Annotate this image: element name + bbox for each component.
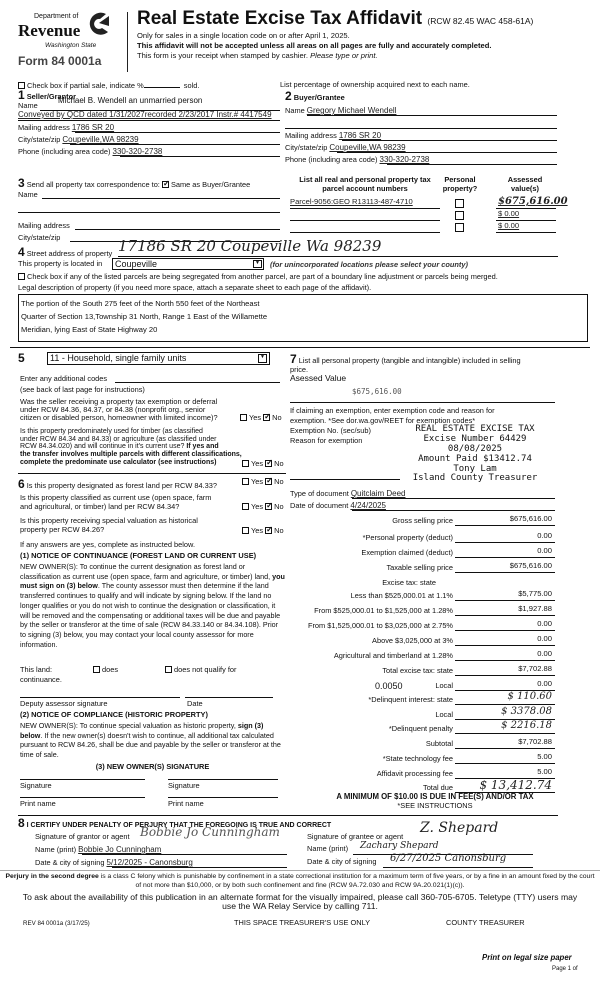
assessed-value-field[interactable]: $675,616.00 <box>498 196 568 207</box>
header-line-3: This form is your receipt when stamped by cashier. Please type or print. <box>137 51 378 60</box>
grantor-date-field[interactable]: 5/12/2025 - Canonsburg <box>106 858 193 867</box>
tax-row-value[interactable]: $ 110.60 <box>507 691 552 702</box>
owner-signature-1[interactable] <box>20 779 145 780</box>
exemption-note-1: If claiming an exemption, enter exemption code and reason for <box>290 406 495 415</box>
personal-property-checkbox[interactable] <box>455 211 464 220</box>
street-label: 4 Street address of property <box>18 245 113 259</box>
tax-row-label: From $525,000.01 to $1,525,000 at 1.28% <box>314 606 453 615</box>
add-codes-label: Enter any additional codes <box>20 374 108 383</box>
yes-checkbox[interactable] <box>242 460 249 467</box>
no-checkbox[interactable] <box>265 478 272 485</box>
grantee-name-field[interactable]: Zachary Shepard <box>360 841 439 851</box>
tax-row-line <box>455 557 555 558</box>
new-owner-signature-title: (3) NEW OWNER(S) SIGNATURE <box>95 762 210 771</box>
doc-type-field[interactable]: Quitclaim Deed <box>350 489 406 498</box>
notice-compliance-text: NEW OWNER(S): To continue special valuation as historic property, sign (3) below. If the new owner(s) doesn't wish to continue, all additional tax calculated pursuant to RCW 84.26, shall be due and payable by the seller or transferor at the time of sale. <box>20 721 281 760</box>
tax-row-value[interactable]: $5,775.00 <box>518 589 552 598</box>
exemption-no-label: Exemption No. (sec/sub) <box>290 426 371 435</box>
seller-phone: Phone (including area code) 330-320-2738 <box>18 147 163 156</box>
land-use-select[interactable]: 11 - Household, single family units ▼ <box>47 352 270 365</box>
header-line-2: This affidavit will not be accepted unless all areas on all pages are fully and accurately completed. <box>137 41 492 50</box>
tax-row-line <box>455 748 555 749</box>
parcel-line <box>290 232 440 233</box>
parcel-header: List all real and personal property tax parcel account numbers <box>299 175 431 193</box>
segregated: Check box if any of the listed parcels are being segregated from another parcel, are part of a boundary line adjustment or parcels being merged. <box>18 273 498 282</box>
tax-row-label: Total excise tax: state <box>382 666 453 675</box>
street-field[interactable]: 17186 SR 20 Coupeville Wa 98239 <box>118 237 382 255</box>
parcel-line <box>290 220 440 221</box>
buyer-name-field[interactable]: Gregory Michael Wendell <box>306 106 397 115</box>
corr-heading: 3 Send all property tax correspondence to: ✓ Same as Buyer/Grantee <box>18 177 250 191</box>
located-label: This property is located in <box>18 259 103 268</box>
state-label: Washington State <box>45 42 97 49</box>
s7-label-2: price. <box>290 365 309 374</box>
location-note: (for unincorporated locations please select your county) <box>270 260 468 269</box>
doc-date-field[interactable]: 4/24/2025 <box>350 501 386 510</box>
value-line <box>496 232 556 233</box>
tax-row-label: Taxable selling price <box>386 563 453 572</box>
revenue-logo-text: Revenue <box>18 21 81 40</box>
tax-row-value[interactable]: 0.00 <box>537 679 552 688</box>
chevron-down-icon[interactable]: ▼ <box>258 354 267 363</box>
print-name-label: Print name <box>20 799 56 808</box>
tax-row-line <box>455 572 555 573</box>
partial-sale: Check box if partial sale, indicate % sold. <box>18 82 199 91</box>
signature-label: Signature <box>20 781 52 790</box>
deputy-date-field[interactable] <box>185 697 273 698</box>
corr-mail-label: Mailing address <box>18 221 70 230</box>
notice-continuance-text: NEW OWNER(S): To continue the current designation as forest land or classification as current use (open space, farm and agriculture, or timber) land, you must sign on (3) below. The county assessor must then determine if the land transferred continues to qualify and will indicate by signing below. If the land no longer qualifies or you do not wish to continue the designation or classification, it will be removed and the compensating or additional taxes will be due and payable by the seller or transferor at the time of sale (RCW 84.33.140 or 84.34.108). Prior to signing (3) below, you may contact your local county assessor for more information. <box>20 562 285 649</box>
tax-row-label: From $1,525,000.01 to $3,025,000 at 2.75% <box>307 621 453 630</box>
treasurer-use-label: THIS SPACE TREASURER'S USE ONLY <box>234 918 371 927</box>
grantor-name-field[interactable]: Bobbie Jo Cunningham <box>78 845 162 854</box>
same-as-buyer-checkbox[interactable] <box>162 181 169 188</box>
see-back-note: (see back of last page for instructions) <box>20 385 145 394</box>
tax-row-label: Total due <box>423 783 453 792</box>
yes-checkbox[interactable] <box>242 527 249 534</box>
tax-row-line <box>455 645 555 646</box>
accessibility-note: To ask about the availability of this publication in an alternate format for the visually impaired, please call 360-705-6705. Teletype (TTY) users may use the WA Relay Service by calling 711. <box>22 892 578 911</box>
tax-row-label: Exemption claimed (deduct) <box>361 548 453 557</box>
tax-row-line <box>455 704 555 705</box>
grantee-signature-field[interactable]: Z. Shepard <box>420 820 499 836</box>
no-checkbox[interactable] <box>263 414 270 421</box>
tax-row-label: Local <box>435 681 453 690</box>
tax-row-value[interactable]: $1,927.88 <box>518 604 552 613</box>
tax-row-value[interactable]: 5.00 <box>537 767 552 776</box>
q-timber: Is this property predominately used for timber (as classified under RCW 84.34 and 84.33) or agriculture (as classified under RCW 84.34.020) and will continue in it's current use? If yes and the transfer involves multiple parcels with different classifications, complete the predominate use calculator (see instructions) <box>20 428 242 466</box>
tax-row-label: Gross selling price <box>392 516 453 525</box>
no-checkbox[interactable] <box>265 460 272 467</box>
personal-property-field[interactable]: $675,616.00 <box>352 387 402 396</box>
no-checkbox[interactable] <box>265 527 272 534</box>
corr-name-label: Name <box>18 190 38 199</box>
tax-row-value[interactable]: 0.00 <box>537 531 552 540</box>
continuance-label: continuance. <box>20 675 62 684</box>
buyer-heading: 2 Buyer/Grantee <box>285 89 345 103</box>
personal-header: Personal property? <box>442 175 478 193</box>
corr-name-field[interactable] <box>42 198 280 199</box>
tax-row-line <box>455 630 555 631</box>
tax-row-label: Subtotal <box>425 739 453 748</box>
buyer-mail-field[interactable]: 1786 SR 20 <box>338 131 382 140</box>
tax-row-label: Local <box>435 710 453 719</box>
ownership-note: List percentage of ownership acquired next to each name. <box>280 80 470 89</box>
grantee-signature-label: Signature of grantee or agent <box>307 832 404 841</box>
location-select[interactable]: Coupeville ▼ <box>112 258 264 270</box>
grantee-date-label: Date & city of signing <box>307 857 377 866</box>
tax-row-value[interactable]: $ 3378.08 <box>501 706 552 717</box>
tax-row-label: *Delinquent interest: state <box>368 695 453 704</box>
tax-row-value[interactable]: $7,702.88 <box>518 664 552 673</box>
tax-row-value[interactable]: $675,616.00 <box>509 514 552 523</box>
buyer-mail: Mailing address 1786 SR 20 <box>285 131 382 140</box>
seller-city: City/state/zip Coupeville,WA 98239 <box>18 135 139 144</box>
does-not-checkbox[interactable] <box>165 666 172 673</box>
tax-row-label: *State technology fee <box>382 754 453 763</box>
if-any-note: If any answers are yes, complete as instructed below. <box>20 540 195 549</box>
seller-heading: 1 Seller/Grantor <box>18 88 77 102</box>
personal-property-checkbox[interactable] <box>455 223 464 232</box>
q-current-use: Is this property classified as current use (open space, farm and agricultural, or timber) land per RCW 84.34? <box>20 493 212 511</box>
tax-row-label: Excise tax: state <box>382 578 436 587</box>
q-forest-answer: Yes ✓ No <box>242 478 284 487</box>
see-instructions: *SEE INSTRUCTIONS <box>397 801 473 810</box>
owner-print-name-1[interactable] <box>20 797 145 798</box>
chevron-down-icon[interactable]: ▼ <box>253 260 262 268</box>
yes-checkbox[interactable] <box>240 414 247 421</box>
assessed-value-field[interactable]: $ 0.00 <box>498 209 520 218</box>
tax-row-value[interactable]: 0.00 <box>537 634 552 643</box>
does-not-option: does not qualify for <box>165 666 236 675</box>
q-current-use-answer: Yes ✓ No <box>242 503 284 512</box>
assessed-header: Assessed value(s) <box>507 175 543 193</box>
tax-row-line <box>455 615 555 616</box>
seller-name-field[interactable]: Michael B. Wendell an unmarried person <box>58 96 203 105</box>
reason-label: Reason for exemption <box>290 436 363 445</box>
owner-print-name-2[interactable] <box>168 797 278 798</box>
tax-row-line <box>455 675 555 676</box>
owner-signature-2[interactable] <box>168 779 278 780</box>
notice-continuance-title: (1) NOTICE OF CONTINUANCE (FOREST LAND OR CURRENT USE) <box>20 551 257 560</box>
tax-row-label: Affidavit processing fee <box>376 769 453 778</box>
does-option: does <box>93 666 118 675</box>
buyer-phone-field[interactable]: 330-320-2738 <box>379 155 430 164</box>
print-name-label: Print name <box>168 799 204 808</box>
tax-row-line <box>455 733 555 734</box>
doc-date: Date of document 4/24/2025 <box>290 501 386 510</box>
s7-label: 7 List all personal property (tangible and intangible) included in selling <box>290 352 521 366</box>
tax-row-line <box>455 600 555 601</box>
county-treasurer-label: COUNTY TREASURER <box>446 918 525 927</box>
seller-mail: Mailing address 1786 SR 20 <box>18 123 115 132</box>
q-historic-answer: Yes ✓ No <box>242 527 284 536</box>
header-divider <box>127 12 128 72</box>
tax-row-label: Above $3,025,000 at 3% <box>372 636 453 645</box>
assessed-value-field[interactable]: $ 0.00 <box>498 221 520 230</box>
tax-row-line <box>455 763 555 764</box>
tax-row-value[interactable]: $ 2216.18 <box>501 720 552 731</box>
buyer-city: City/state/zip Coupeville,WA 98239 <box>285 143 406 152</box>
form-title: Real Estate Excise Tax Affidavit (RCW 82.45 WAC 458-61A) <box>137 8 534 29</box>
tax-row-line <box>455 542 555 543</box>
no-checkbox[interactable] <box>265 503 272 510</box>
deputy-label: Deputy assessor signature <box>20 699 108 708</box>
does-checkbox[interactable] <box>93 666 100 673</box>
tax-row-value[interactable]: 0.00 <box>537 546 552 555</box>
corr-city-label: City/state/zip <box>18 233 61 242</box>
legal-description-field[interactable]: The portion of the South 275 feet of the North 550 feet of the Northeast Quarter of Section 13,Township 31 North, Range 1 East of the Willamette Meridian, lying East of State Highway 20 <box>18 294 588 342</box>
tax-row-value[interactable]: 0.00 <box>537 619 552 628</box>
grantor-date: Date & city of signing 5/12/2025 - Canonsburg <box>35 858 193 867</box>
grantor-signature-label: Signature of grantor or agent <box>35 832 130 841</box>
revenue-logo-icon <box>86 10 112 38</box>
tax-row-value[interactable]: 5.00 <box>537 752 552 761</box>
tax-row-value[interactable]: $7,702.88 <box>518 737 552 746</box>
q-exemption-answer: Yes ✓ No <box>240 414 282 423</box>
yes-checkbox[interactable] <box>242 503 249 510</box>
tax-row-value[interactable]: $ 13,412.74 <box>479 778 552 792</box>
seller-phone-field[interactable]: 330-320-2738 <box>112 147 163 156</box>
dept-label: Department of <box>34 13 79 20</box>
this-land-label: This land: <box>20 665 53 674</box>
tax-row-line <box>455 525 555 526</box>
q-forest: 6 Is this property designated as forest land per RCW 84.33? <box>18 477 217 491</box>
corr-mail-field[interactable] <box>75 229 280 230</box>
q-exemption: Was the seller receiving a property tax exemption or deferral under RCW 84.36, 84.37, or 84.38 (nonprofit org., senior citizen or disabled person, homeowner with limited income)? <box>20 397 218 423</box>
grantee-date-field[interactable]: 6/27/2025 Canonsburg <box>390 853 507 864</box>
exemption-note-2: exemption. *See dor.wa.gov/REET for exemption codes* <box>290 416 476 425</box>
tax-row-label: *Personal property (deduct) <box>362 533 453 542</box>
s5-number: 5 <box>18 351 25 365</box>
deputy-signature-field[interactable] <box>20 697 180 698</box>
tax-row-value[interactable]: $675,616.00 <box>509 561 552 570</box>
page-number: Page 1 of <box>552 966 578 972</box>
tax-row-value[interactable]: 0.00 <box>537 649 552 658</box>
grantee-name: Name (print) <box>307 844 349 853</box>
segregated-checkbox[interactable] <box>18 273 25 280</box>
signature-label: Signature <box>168 781 200 790</box>
parcel-number-field[interactable]: Parcel-9056:GEO R13113-487-4710 <box>290 197 413 206</box>
grantor-name: Name (print) Bobbie Jo Cunningham <box>35 845 162 854</box>
buyer-phone: Phone (including area code) 330-320-2738 <box>285 155 430 164</box>
local-rate: 0.0050 <box>375 681 403 691</box>
treasurer-stamp: REAL ESTATE EXCISE TAX Excise Number 64429 08/08/2025 Amount Paid $13412.74 Tony Lam Island County Treasurer <box>412 424 538 484</box>
buyer-name: Name Gregory Michael Wendell <box>285 106 397 115</box>
yes-checkbox[interactable] <box>242 478 249 485</box>
date-label: Date <box>187 699 203 708</box>
tax-row-line <box>455 660 555 661</box>
seller-name2-field[interactable]: Conveyed by QCD dated 1/31/2027recorded 2/23/2017 Instr.# 4417549 <box>18 110 272 119</box>
seller-city-field[interactable]: Coupeville,WA 98239 <box>62 135 139 144</box>
tax-row-label: Less than $525,000.01 at 1.1% <box>350 591 453 600</box>
personal-property-checkbox[interactable] <box>455 199 464 208</box>
add-codes-field[interactable] <box>115 382 280 383</box>
grantor-signature-field[interactable]: Bobbie Jo Cunningham <box>140 825 280 839</box>
revision-label: REV 84 0001a (3/17/25) <box>23 920 90 927</box>
perjury-note: Perjury in the second degree is a class C felony which is punishable by confinement in a state correctional institution for a maximum term of five years, or by a fine in an amount fixed by the court of not more than $10,000, or by both such confinement and fine (RCW 9A.72.030 and RCW 9A.20.021(1)(c)). <box>5 873 595 889</box>
minimum-due-note: A MINIMUM OF $10.00 IS DUE IN FEE(S) AND/OR TAX <box>336 792 534 801</box>
q-timber-answer: Yes ✓ No <box>242 460 284 469</box>
assessed-value-label: Asessed Value <box>290 373 347 383</box>
seller-name-label: Name <box>18 101 38 110</box>
form-number: Form 84 0001a <box>18 54 102 68</box>
doc-type: Type of document Quitclaim Deed <box>290 489 406 498</box>
q-historic: Is this property receiving special valuation as historical property per RCW 84.26? <box>20 516 198 534</box>
legal-size-note: Print on legal size paper <box>482 953 572 962</box>
parcel-line <box>290 208 440 209</box>
tax-row-label: *Delinquent penalty <box>388 724 453 733</box>
certify-heading: 8 I CERTIFY UNDER PENALTY OF PERJURY THAT THE FOREGOING IS TRUE AND CORRECT <box>18 816 332 830</box>
seller-mail-field[interactable]: 1786 SR 20 <box>71 123 115 132</box>
tax-row-label: Agricultural and timberland at 1.28% <box>333 651 453 660</box>
notice-compliance-title: (2) NOTICE OF COMPLIANCE (HISTORIC PROPERTY) <box>20 710 208 719</box>
header-line-1: Only for sales in a single location code on or after April 1, 2025. <box>137 31 350 40</box>
buyer-city-field[interactable]: Coupeville,WA 98239 <box>329 143 406 152</box>
legal-label: Legal description of property (if you need more space, attach a separate sheet to each page of the affidavit). <box>18 283 372 292</box>
